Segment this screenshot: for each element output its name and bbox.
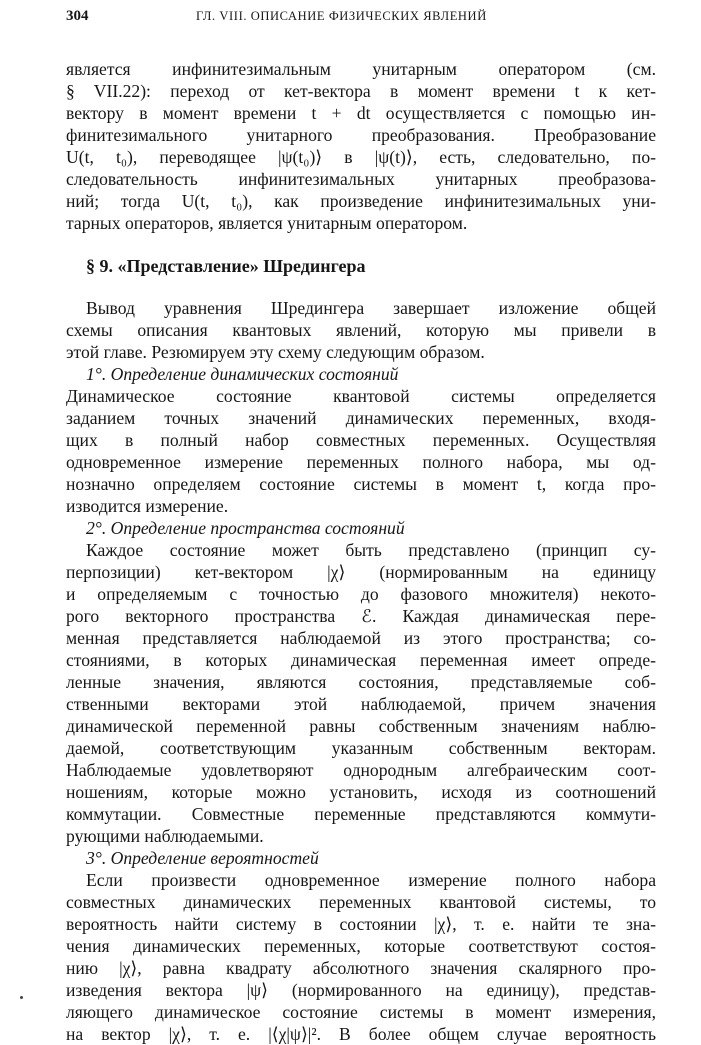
text-line: нозначно определяем состояние системы в момент t, когда про-: [66, 474, 656, 494]
main-body: [66, 297, 656, 1045]
page-number: 304: [66, 8, 89, 24]
text-line: щих в полный набор совместных переменных. Осуществляя: [66, 430, 656, 450]
text-line: на вектор |χ⟩, т. е. |⟨χ|ψ⟩|². В более общем случае вероятность: [66, 1024, 656, 1044]
text-line: рого векторного пространства ℰ. Каждая динамическая пере-: [66, 606, 656, 626]
intro-paragraph: [66, 58, 656, 234]
text-line: заданием точных значений динамических переменных, входя-: [66, 408, 656, 428]
text-line: Если произвести одновременное измерение полного набора: [86, 870, 656, 890]
text-line: этой главе. Резюмируем эту схему следующим образом.: [66, 342, 485, 362]
text-line: ственными векторами этой наблюдаемой, причем значения: [66, 694, 656, 714]
text-line: Динамическое состояние квантовой системы определяется: [66, 386, 656, 406]
text-line: вектору в момент времени t + dt осуществляется с помощью ин-: [66, 103, 656, 123]
text-line: совместных динамических переменных квантовой системы, то: [66, 892, 656, 912]
text-line: ношениям, которые можно установить, исходя из соотношений: [66, 782, 656, 802]
text-line: Наблюдаемые удовлетворяют однородным алгебраическим соот-: [66, 760, 656, 780]
text-line: схемы описания квантовых явлений, которую мы привели в: [66, 320, 656, 340]
item-1-title: 1°. Определение динамических состояний: [86, 364, 399, 384]
section-heading: § 9. «Представление» Шредингера: [86, 256, 366, 276]
text-line: стояниями, в которых динамическая переменная имеет опреде-: [66, 650, 656, 670]
text-line: чения динамических переменных, которые соответствуют состоя-: [66, 936, 656, 956]
running-head: [66, 8, 656, 30]
text-line: вероятность найти систему в состоянии |χ⟩, т. е. найти те зна-: [66, 914, 656, 934]
item-3-title: 3°. Определение вероятностей: [86, 848, 319, 868]
text-line: изведения вектора |ψ⟩ (нормированного на единицу), представ-: [66, 980, 656, 1000]
text-line: одновременное измерение переменных полного набора, мы од-: [66, 452, 656, 472]
margin-speck: [20, 996, 23, 999]
text-line: ленные значения, являются состояния, представляемые соб-: [66, 672, 656, 692]
text-line: тарных операторов, является унитарным оператором.: [66, 213, 468, 233]
text-line: даемой, соответствующим указанным собственным векторам.: [66, 738, 656, 758]
text-line: рующими наблюдаемыми.: [66, 826, 264, 846]
text-line: менная представляется наблюдаемой из этого пространства; со-: [66, 628, 656, 648]
chapter-title: ГЛ. VIII. ОПИСАНИЕ ФИЗИЧЕСКИХ ЯВЛЕНИЙ: [196, 9, 487, 23]
text-line: ний; тогда U(t, t₀), как произведение инфинитезимальных уни-: [66, 191, 656, 211]
text-line: ляющего динамическое состояние системы в момент измерения,: [66, 1002, 656, 1022]
text-line: нию |χ⟩, равна квадрату абсолютного значения скалярного про-: [66, 958, 656, 978]
text-line: коммутации. Совместные переменные представляются коммути-: [66, 804, 656, 824]
text-line: финитезимального унитарного преобразования. Преобразование: [66, 125, 656, 145]
text-line: перпозиции) кет-вектором |χ⟩ (нормированным на единицу: [66, 562, 656, 582]
text-line: Вывод уравнения Шредингера завершает изложение общей: [86, 298, 656, 318]
text-line: следовательность инфинитезимальных унитарных преобразова-: [66, 169, 656, 189]
text-line: U(t, t₀), переводящее |ψ(t₀)⟩ в |ψ(t)⟩, есть, следовательно, по-: [66, 147, 656, 167]
text-line: динамической переменной равны собственным значениям наблю-: [66, 716, 656, 736]
item-2-title: 2°. Определение пространства состояний: [86, 518, 405, 538]
text-line: и определяемым с точностью до фазового множителя) некото-: [66, 584, 656, 604]
text-line: Каждое состояние может быть представлено (принцип су-: [86, 540, 656, 560]
text-line: § VII.22): переход от кет-вектора в момент времени t к кет-: [66, 81, 656, 101]
text-line: является инфинитезимальным унитарным оператором (см.: [66, 59, 656, 79]
text-line: изводится измерение.: [66, 496, 229, 516]
